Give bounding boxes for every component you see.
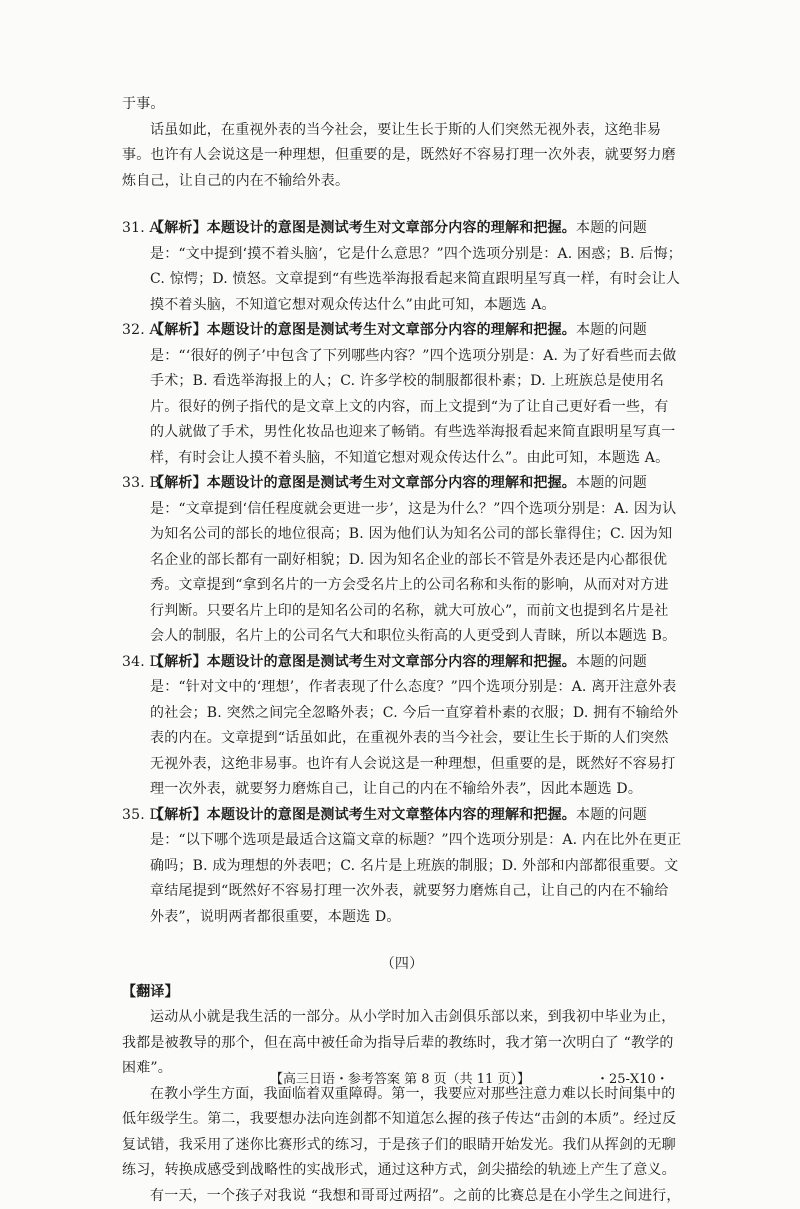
translation-paragraph-3: 有一天，一个孩子对我说 “我想和哥哥过两招”。之前的比赛总是在小学生之间进行， bbox=[122, 1184, 682, 1209]
answer-number: 31. A bbox=[122, 216, 160, 242]
translation-heading: 【翻译】 bbox=[122, 980, 682, 1006]
answer-number: 32. A bbox=[122, 318, 160, 344]
intro-paragraph-1: 于事。 bbox=[122, 92, 682, 118]
translation-paragraph-1: 运动从小就是我生活的一部分。从小学时加入击剑俱乐部以来，到我初中毕业为止，我都是被教导的那个，但在高中被任命为指导后辈的教练时，我才第一次明白了 “教学的困难”。 bbox=[122, 1005, 682, 1082]
answer-explanation: 本题的问题是：“针对文中的‘理想’，作者表现了什么态度？”四个选项分别是：A. 离开注意外表的社会；B. 突然之间完全忽略外表；C. 今后一直穿着朴素的衣服；D. 拥有不输给外表的内在。文章提到“话虽如此，在重视外表的当今社会，要让生长于斯的人们突然无视外表，这绝非易事。也许有人会说这是一种理想，但重要的是，既然好不容易打理一次外表，就要努力磨炼自己，让自己的内在不输给外表”，因此本题选 D。 bbox=[150, 654, 678, 798]
footer-code: ・25-X10・ bbox=[596, 1068, 669, 1087]
answer-number: 34. D bbox=[122, 650, 161, 676]
answer-analysis-label: 【解析】本题设计的意图是测试考生对文章部分内容的理解和把握。 bbox=[150, 654, 576, 670]
answer-number: 33. B bbox=[122, 471, 160, 497]
answer-analysis-label: 【解析】本题设计的意图是测试考生对文章部分内容的理解和把握。 bbox=[150, 475, 576, 491]
answer-item-33 bbox=[122, 471, 682, 650]
answer-explanation: 本题的问题是：“以下哪个选项是最适合这篇文章的标题？”四个选项分别是：A. 内在比外在更正确吗；B. 成为理想的外表吧；C. 名片是上班族的制服；D. 外部和内部都很重要。文章结尾提到“既然好不容易打理一次外表，就要努力磨炼自己，让自己的内在不输给外表”，说明两者都很重要，本题选 D。 bbox=[150, 807, 681, 925]
answer-analysis-label: 【解析】本题设计的意图是测试考生对文章整体内容的理解和把握。 bbox=[150, 807, 576, 823]
answer-analysis-label: 【解析】本题设计的意图是测试考生对文章部分内容的理解和把握。 bbox=[150, 220, 576, 236]
answer-explanation: 本题的问题是：“文章提到‘信任程度就会更进一步’，这是为什么？”四个选项分别是：A. 因为认为知名公司的部长的地位很高；B. 因为他们认为知名公司的部长靠得住；C. 因为知名企业的部长都有一副好相貌；D. 因为知名企业的部长不管是外表还是内心都很优秀。文章提到“拿到名片的一方会受名片上的公司名称和头衔的影响，从而对对方进行判断。只要名片上印的是知名公司的名称，就大可放心”，而前文也提到名片是社会人的制服，名片上的公司名气大和职位头衔高的人更受到人青睐，所以本题选 B。 bbox=[150, 475, 676, 644]
translation-paragraph-2: 在教小学生方面，我面临着双重障碍。第一，我要应对那些注意力难以长时间集中的低年级学生。第二，我要想办法向连剑都不知道怎么握的孩子传达“击剑的本质”。经过反复试错，我采用了迷你比赛形式的练习，于是孩子们的眼睛开始发光。我们从挥剑的无聊练习，转换成感受到战略性的实战形式，通过这种方式，剑尖描绘的轨迹上产生了意义。 bbox=[122, 1082, 682, 1184]
intro-paragraph-2: 话虽如此，在重视外表的当今社会，要让生长于斯的人们突然无视外表，这绝非易事。也许有人会说这是一种理想，但重要的是，既然好不容易打理一次外表，就要努力磨炼自己，让自己的内在不输给外表。 bbox=[122, 118, 682, 195]
answer-explanation: 本题的问题是：“文中提到‘摸不着头脑’，它是什么意思？”四个选项分别是：A. 困惑；B. 后悔；C. 惊愕；D. 愤怒。文章提到“有些选举海报看起来简直跟明星写真一样，有时会让人摸不着头脑，不知道它想对观众传达什么”由此可知，本题选 A。 bbox=[150, 220, 682, 313]
section-label: （四） bbox=[122, 952, 682, 978]
answer-list bbox=[122, 216, 682, 930]
answer-item-34 bbox=[122, 650, 682, 803]
footer-page-info: 【高三日语・参考答案 第 8 页（共 11 页）】 bbox=[270, 1068, 530, 1087]
answer-item-31 bbox=[122, 216, 682, 318]
answer-analysis-label: 【解析】本题设计的意图是测试考生对文章部分内容的理解和把握。 bbox=[150, 322, 576, 338]
answer-item-32 bbox=[122, 318, 682, 471]
answer-item-35 bbox=[122, 803, 682, 931]
page-content bbox=[122, 92, 682, 1209]
answer-number: 35. D bbox=[122, 803, 161, 829]
answer-explanation: 本题的问题是：“‘很好的例子’中包含了下列哪些内容？”四个选项分别是：A. 为了好看些而去做手术；B. 看选举海报上的人；C. 许多学校的制服都很朴素；D. 上班族总是使用名片。很好的例子指代的是文章上文的内容，而上文提到“为了让自己更好看一些，有的人就做了手术，男性化妆品也迎来了畅销。有些选举海报看起来简直跟明星写真一样，有时会让人摸不着头脑，不知道它想对观众传达什么”。由此可知，本题选 A。 bbox=[150, 322, 676, 466]
